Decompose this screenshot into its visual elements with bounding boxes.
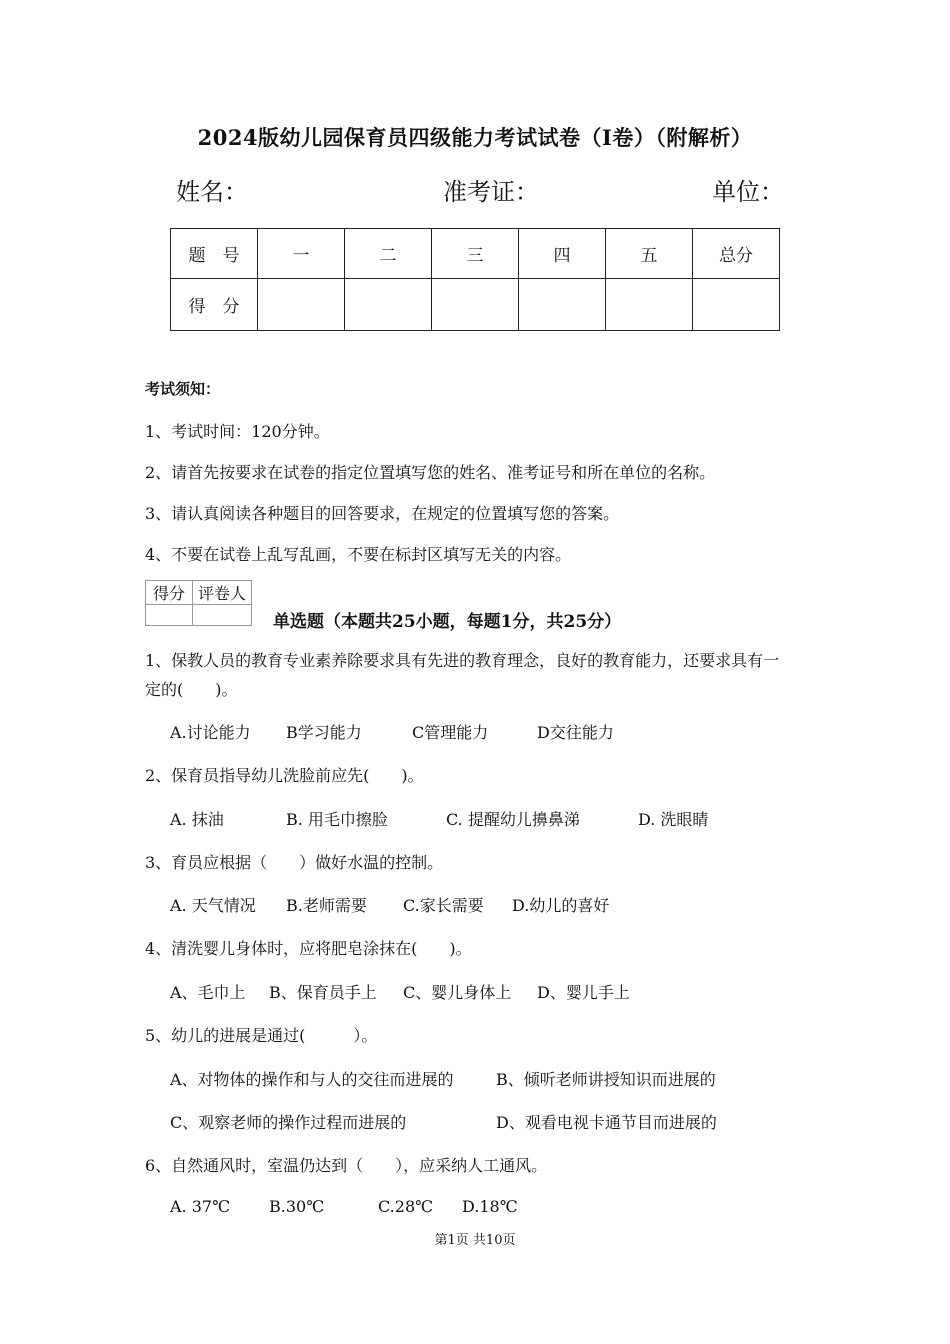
option-b[interactable]: B学习能力	[286, 723, 362, 742]
question-stem: 1、保教人员的教育专业素养除要求具有先进的教育理念，良好的教育能力，还要求具有一	[145, 651, 780, 670]
notice-item: 4、不要在试卷上乱写乱画，不要在标封区填写无关的内容。	[145, 545, 572, 564]
option-b[interactable]: B.老师需要	[286, 896, 367, 915]
exam-id-label: 准考证：	[443, 178, 539, 206]
grader-table	[145, 580, 252, 626]
unit-label: 单位：	[712, 178, 784, 206]
score-header-cell: 总分	[693, 229, 780, 279]
score-header-cell: 二	[345, 229, 432, 279]
option-c[interactable]: C、婴儿身体上	[403, 983, 512, 1002]
question-stem: 4、清洗婴儿身体时，应将肥皂涂抹在( )。	[145, 939, 472, 958]
section-title: 单选题（本题共25小题，每题1分，共25分）	[273, 612, 622, 632]
option-b[interactable]: B、保育员手上	[269, 983, 377, 1002]
option-a[interactable]: A、对物体的操作和与人的交往而进展的	[170, 1070, 454, 1089]
option-a[interactable]: A. 抹油	[170, 810, 224, 829]
question-stem: 3、育员应根据（ ）做好水温的控制。	[145, 853, 444, 872]
grader-name-label: 评卷人	[193, 581, 252, 605]
option-d[interactable]: D. 洗眼睛	[638, 810, 709, 829]
option-d[interactable]: D.18℃	[462, 1197, 518, 1216]
option-a[interactable]: A. 37℃	[170, 1197, 230, 1216]
option-d[interactable]: D、观看电视卡通节目而进展的	[496, 1113, 717, 1132]
score-header-cell: 三	[432, 229, 519, 279]
notice-item: 2、请首先按要求在试卷的指定位置填写您的姓名、准考证号和所在单位的名称。	[145, 463, 716, 482]
option-b[interactable]: B. 用毛巾擦脸	[286, 810, 388, 829]
question-stem: 6、自然通风时，室温仍达到（ ），应采纳人工通风。	[145, 1156, 548, 1175]
option-c[interactable]: C.家长需要	[403, 896, 484, 915]
option-c[interactable]: C.28℃	[378, 1197, 434, 1216]
score-header-cell: 一	[258, 229, 345, 279]
option-b[interactable]: B.30℃	[269, 1197, 325, 1216]
score-table-header-row	[171, 229, 780, 279]
exam-title: 2024版幼儿园保育员四级能力考试试卷（I卷）（附解析）	[197, 125, 753, 150]
score-cell[interactable]	[519, 279, 606, 331]
page-footer: 第1页 共10页	[434, 1233, 516, 1248]
notice-item: 1、考试时间：120分钟。	[145, 422, 330, 441]
score-header-cell: 题 号	[171, 229, 258, 279]
question-stem: 5、幼儿的进展是通过( ）。	[145, 1026, 378, 1045]
option-d[interactable]: D、婴儿手上	[537, 983, 630, 1002]
score-cell[interactable]	[606, 279, 693, 331]
option-c[interactable]: C、观察老师的操作过程而进展的	[170, 1113, 407, 1132]
score-table	[170, 228, 780, 331]
option-a[interactable]: A. 天气情况	[170, 896, 256, 915]
notice-heading: 考试须知：	[145, 380, 221, 398]
question-stem: 2、保育员指导幼儿洗脸前应先( )。	[145, 766, 424, 785]
grader-name-cell[interactable]	[193, 605, 252, 626]
name-label: 姓名：	[176, 178, 248, 206]
option-c[interactable]: C. 提醒幼儿擤鼻涕	[446, 810, 580, 829]
option-d[interactable]: D.幼儿的喜好	[512, 896, 610, 915]
score-row-label: 得 分	[171, 279, 258, 331]
score-table-score-row	[171, 279, 780, 331]
option-a[interactable]: A、毛巾上	[170, 983, 246, 1002]
score-cell[interactable]	[258, 279, 345, 331]
score-cell[interactable]	[432, 279, 519, 331]
score-header-cell: 五	[606, 229, 693, 279]
grader-score-label: 得分	[146, 581, 193, 605]
notice-item: 3、请认真阅读各种题目的回答要求，在规定的位置填写您的答案。	[145, 504, 620, 523]
grader-score-cell[interactable]	[146, 605, 193, 626]
score-header-cell: 四	[519, 229, 606, 279]
score-cell[interactable]	[693, 279, 780, 331]
option-d[interactable]: D交往能力	[537, 723, 614, 742]
option-c[interactable]: C管理能力	[412, 723, 489, 742]
option-a[interactable]: A.讨论能力	[170, 723, 251, 742]
score-cell[interactable]	[345, 279, 432, 331]
option-b[interactable]: B、倾听老师讲授知识而进展的	[496, 1070, 716, 1089]
question-stem-cont: 定的( )。	[145, 680, 238, 699]
